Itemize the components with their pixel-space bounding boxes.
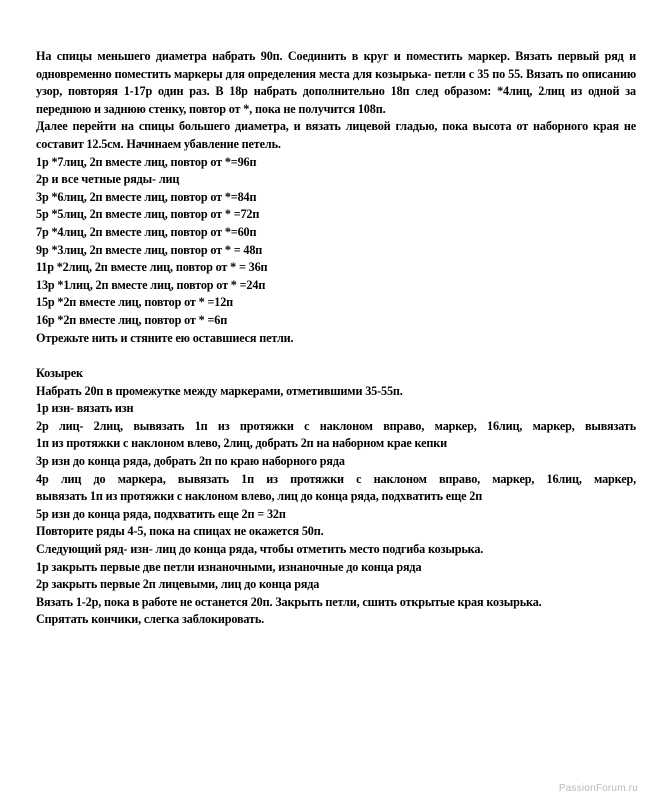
decrease-row: 15р *2п вместе лиц, повтор от * =12п: [36, 295, 234, 310]
decrease-row: 7р *4лиц, 2п вместе лиц, повтор от *=60п: [36, 224, 257, 239]
visor-line: Вязать 1-2р, пока в работе не останется 20п. Закрыть петли, сшить открытые края козырька.: [36, 594, 542, 609]
section-gap: [36, 347, 636, 365]
visor-line: 2р лиц- 2лиц, вывязать 1п из протяжки с наклоном вправо, маркер, 16лиц, маркер, вывязать: [36, 418, 636, 433]
visor-line: вывязать 1п из протяжки с наклоном влево, лиц до конца ряда, подхватить еще 2п: [36, 489, 483, 504]
decrease-row: 11р *2лиц, 2п вместе лиц, повтор от * = 36п: [36, 260, 268, 275]
visor-line: 1р изн- вязать изн: [36, 401, 134, 416]
intro-paragraph: На спицы меньшего диаметра набрать 90п. Соединить в круг и поместить маркер. Вязать первый ряд и одновременно поместить маркеры для определения места для козырька- петли с 35 по 55. Вязать по описанию узор, повторяя 1-17р один раз. В 18р набрать дополнительно 18п след образом: *4лиц, 2лиц из одной за переднюю и заднюю стенку, повтор от *, пока не получится 108п.: [36, 49, 636, 116]
decrease-row: 5р *5лиц, 2п вместе лиц, повтор от * =72п: [36, 207, 260, 222]
second-paragraph: Далее перейти на спицы большего диаметра, и вязать лицевой гладью, пока высота от наборного края не составит 12.5см. Начинаем убавление петель.: [36, 119, 636, 151]
decrease-rows-list: [36, 154, 636, 330]
visor-line: 2р закрыть первые 2п лицевыми, лиц до конца ряда: [36, 577, 320, 592]
decrease-row: 2р и все четные ряды- лиц: [36, 172, 180, 187]
decrease-row: 13р *1лиц, 2п вместе лиц, повтор от * =24п: [36, 277, 266, 292]
visor-line: 5р изн до конца ряда, подхватить еще 2п = 32п: [36, 506, 286, 521]
visor-section: [36, 365, 636, 629]
visor-heading: Козырек: [36, 366, 83, 381]
visor-line: 3р изн до конца ряда, добрать 2п по краю наборного ряда: [36, 454, 345, 469]
decrease-row: 3р *6лиц, 2п вместе лиц, повтор от *=84п: [36, 189, 257, 204]
visor-line: Повторите ряды 4-5, пока на спицах не окажется 50п.: [36, 524, 324, 539]
knitting-instructions: [36, 48, 636, 629]
visor-line: 1п из протяжки с наклоном влево, 2лиц, добрать 2п на наборном крае кепки: [36, 436, 448, 451]
visor-line: 4р лиц до маркера, вывязать 1п из протяжки с наклоном вправо, маркер, 16лиц, маркер,: [36, 471, 636, 486]
visor-line: Спрятать кончики, слегка заблокировать.: [36, 612, 265, 627]
decrease-row: 9р *3лиц, 2п вместе лиц, повтор от * = 48п: [36, 242, 263, 257]
decrease-row: 1р *7лиц, 2п вместе лиц, повтор от *=96п: [36, 154, 257, 169]
closing-line: Отрежьте нить и стяните ею оставшиеся петли.: [36, 330, 294, 345]
decrease-row: 16р *2п вместе лиц, повтор от * =6п: [36, 312, 228, 327]
visor-line: Набрать 20п в промежутке между маркерами, отметившими 35-55п.: [36, 383, 403, 398]
watermark: PassionForum.ru: [558, 783, 638, 794]
visor-line: Следующий ряд- изн- лиц до конца ряда, чтобы отметить место подгиба козырька.: [36, 542, 484, 557]
visor-line: 1р закрыть первые две петли изнаночными, изнаночные до конца ряда: [36, 559, 422, 574]
